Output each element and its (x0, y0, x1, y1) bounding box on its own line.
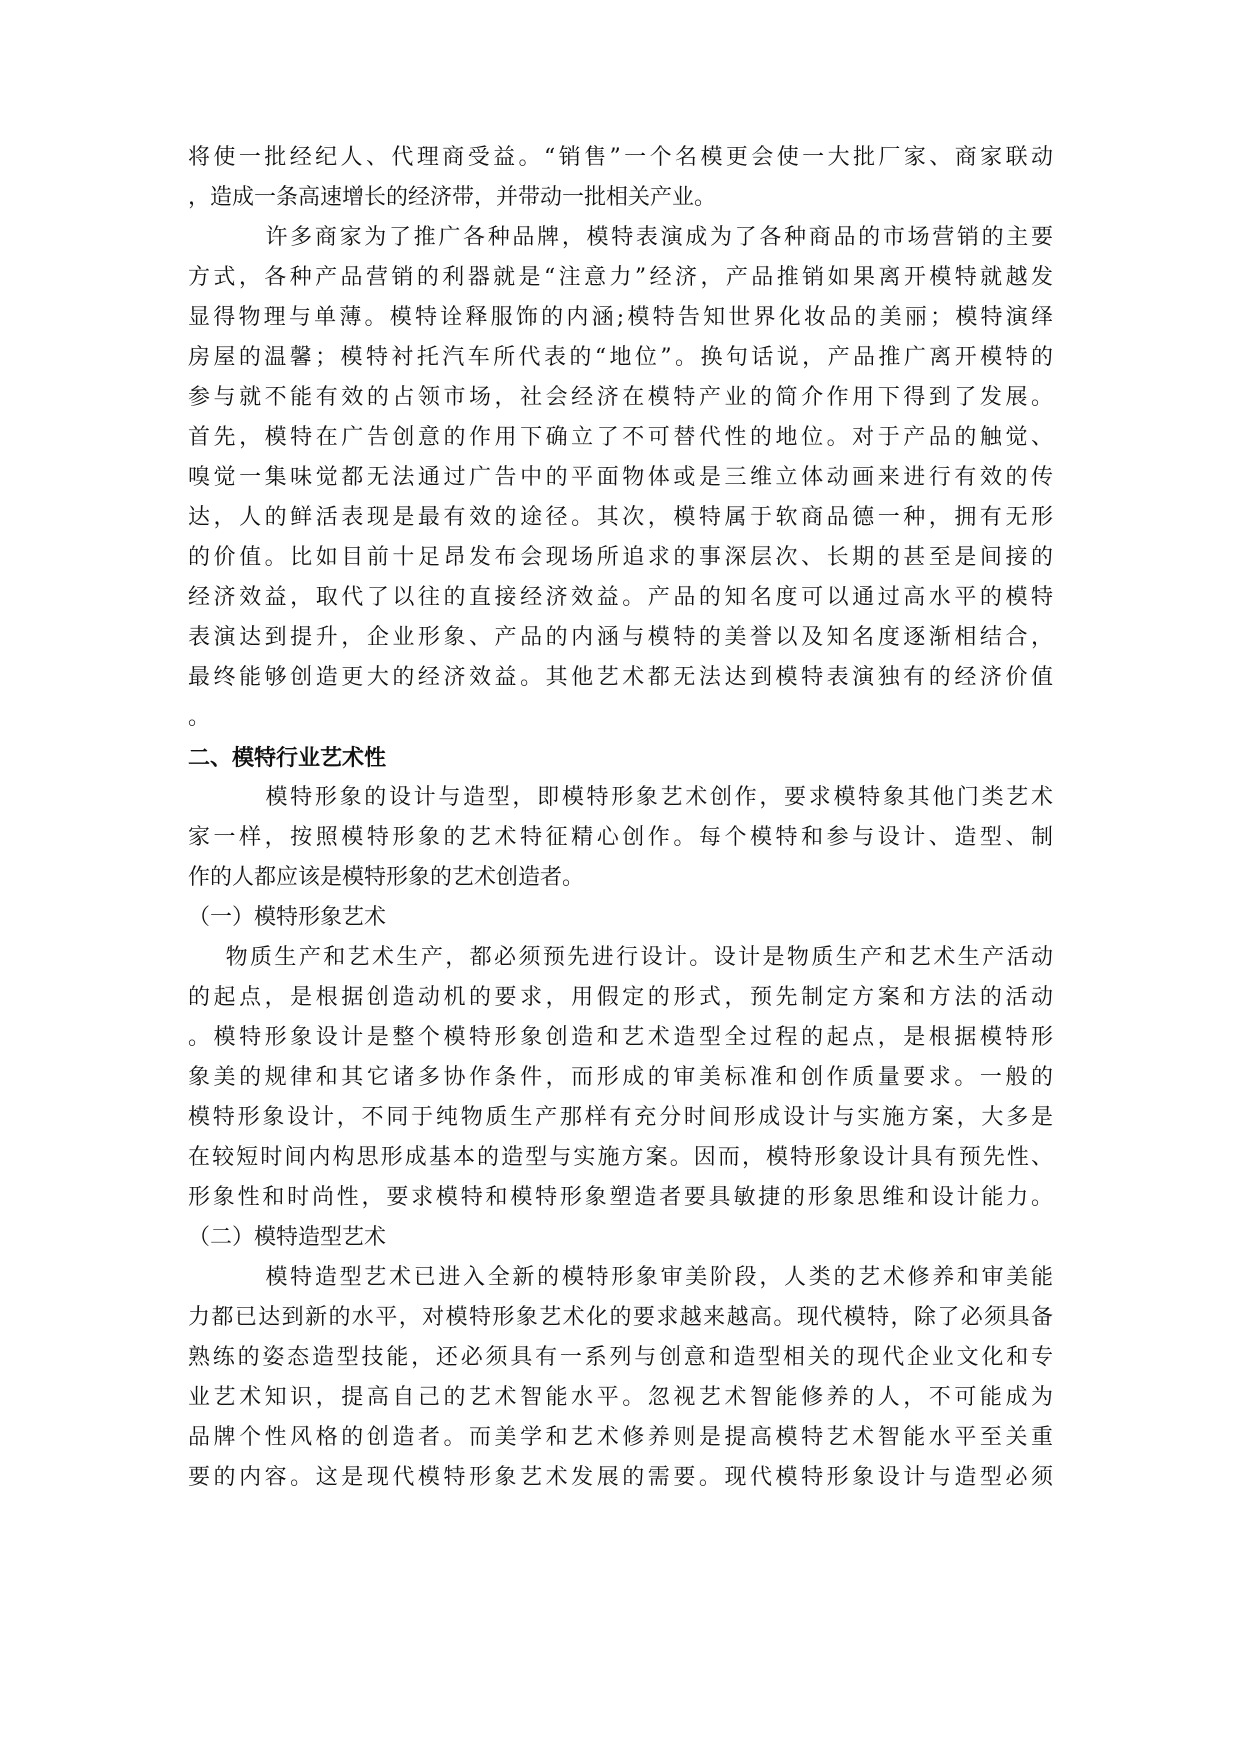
text-line: 达，人的鲜活表现是最有效的途径。其次，模特属于软商品德一种，拥有无形 (188, 505, 1053, 530)
subsection-heading: （二）模特造型艺术 (188, 1225, 387, 1250)
text-line: 要的内容。这是现代模特形象艺术发展的需要。现代模特形象设计与造型必须 (188, 1465, 1053, 1490)
text-line: 显得物理与单薄。模特诠释服饰的内涵;模特告知世界化妆品的美丽；模特演绎 (188, 305, 1053, 330)
text-line: 将使一批经纪人、代理商受益。“销售”一个名模更会使一大批厂家、商家联动 (188, 145, 1053, 170)
text-line: 。 (188, 705, 211, 730)
text-line: 。模特形象设计是整个模特形象创造和艺术造型全过程的起点，是根据模特形 (188, 1025, 1053, 1050)
text-line: 的价值。比如目前十足昂发布会现场所追求的事深层次、长期的甚至是间接的 (188, 545, 1053, 570)
text-line: 的起点，是根据创造动机的要求，用假定的形式，预先制定方案和方法的活动 (188, 985, 1053, 1010)
text-line: 经济效益，取代了以往的直接经济效益。产品的知名度可以通过高水平的模特 (188, 585, 1053, 610)
text-line: 模特形象的设计与造型，即模特形象艺术创作，要求模特象其他门类艺术 (188, 785, 1053, 810)
text-line: 作的人都应该是模特形象的艺术创造者。 (188, 865, 585, 890)
text-line: 房屋的温馨；模特衬托汽车所代表的“地位”。换句话说，产品推广离开模特的 (188, 345, 1053, 370)
text-line: 物质生产和艺术生产，都必须预先进行设计。设计是物质生产和艺术生产活动 (188, 945, 1053, 970)
text-line: 象美的规律和其它诸多协作条件，而形成的审美标准和创作质量要求。一般的 (188, 1065, 1053, 1090)
text-line: 力都已达到新的水平，对模特形象艺术化的要求越来越高。现代模特，除了必须具备 (188, 1305, 1053, 1330)
text-line: 参与就不能有效的占领市场，社会经济在模特产业的简介作用下得到了发展。 (188, 385, 1053, 410)
text-line: 熟练的姿态造型技能，还必须具有一系列与创意和造型相关的现代企业文化和专 (188, 1345, 1053, 1370)
text-line: 在较短时间内构思形成基本的造型与实施方案。因而，模特形象设计具有预先性、 (188, 1145, 1053, 1170)
text-line: 品牌个性风格的创造者。而美学和艺术修养则是提高模特艺术智能水平至关重 (188, 1425, 1053, 1450)
text-line: ，造成一条高速增长的经济带，并带动一批相关产业。 (188, 185, 717, 210)
subsection-heading: （一）模特形象艺术 (188, 905, 387, 930)
text-line: 模特形象设计，不同于纯物质生产那样有充分时间形成设计与实施方案，大多是 (188, 1105, 1053, 1130)
text-line: 方式，各种产品营销的利器就是“注意力”经济，产品推销如果离开模特就越发 (188, 265, 1053, 290)
text-line: 模特造型艺术已进入全新的模特形象审美阶段，人类的艺术修养和审美能 (188, 1265, 1053, 1290)
text-line: 首先，模特在广告创意的作用下确立了不可替代性的地位。对于产品的触觉、 (188, 425, 1053, 450)
text-line: 业艺术知识，提高自己的艺术智能水平。忽视艺术智能修养的人，不可能成为 (188, 1385, 1053, 1410)
text-line: 最终能够创造更大的经济效益。其他艺术都无法达到模特表演独有的经济价值 (188, 665, 1053, 690)
text-line: 嗅觉一集味觉都无法通过广告中的平面物体或是三维立体动画来进行有效的传 (188, 465, 1053, 490)
text-line: 家一样，按照模特形象的艺术特征精心创作。每个模特和参与设计、造型、制 (188, 825, 1053, 850)
section-heading: 二、模特行业艺术性 (188, 745, 387, 771)
text-line: 表演达到提升，企业形象、产品的内涵与模特的美誉以及知名度逐渐相结合， (188, 625, 1053, 650)
text-line: 许多商家为了推广各种品牌，模特表演成为了各种商品的市场营销的主要 (188, 225, 1053, 250)
text-line: 形象性和时尚性，要求模特和模特形象塑造者要具敏捷的形象思维和设计能力。 (188, 1185, 1053, 1210)
